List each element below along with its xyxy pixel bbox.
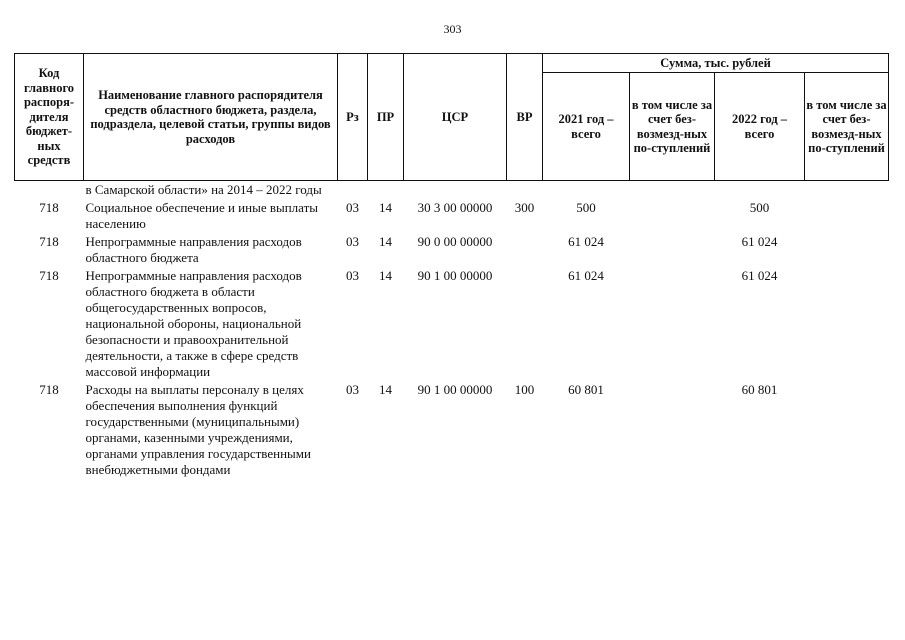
row-code: 718 [39,200,59,215]
header-2021-total: 2021 год – всего [543,73,630,181]
row-sum-2022: 500 [749,200,770,215]
row-pr: 14 [379,382,392,397]
header-2022-gratuitous: в том числе за счет без-возмезд-ных по-ступлений [805,73,889,181]
row-rz: 03 [346,268,359,283]
row-vr: 100 [514,382,535,397]
header-2021-gratuitous: в том числе за счет без-возмезд-ных по-ступлений [630,73,715,181]
row-sum-2021: 61 024 [568,234,604,249]
row-csr: 90 0 00 00000 [417,234,493,249]
page-number: 303 [443,22,462,36]
row-rz: 03 [346,382,359,397]
header-sum: Сумма, тыс. рублей [543,54,889,73]
row-pr: 14 [379,200,392,215]
header-pr: ПР [368,54,404,181]
row-name: Непрограммные направления расходов областного бюджета в области общегосударственных вопросов, национальной обороны, национальной безопасности и правоохранительной деятельности, а также в сфере средств массовой информации [85,268,302,379]
table-row [15,380,889,478]
continuation-row [15,181,889,199]
continuation-text: в Самарской области» на 2014 – 2022 годы [85,182,322,197]
row-pr: 14 [379,268,392,283]
row-code: 718 [39,234,59,249]
header-name: Наименование главного распорядителя средств областного бюджета, раздела, подраздела, целевой статьи, группы видов расходов [84,54,338,181]
row-name: Непрограммные направления расходов областного бюджета [85,234,302,265]
table-row [15,266,889,380]
row-sum-2021: 60 801 [568,382,604,397]
row-sum-2022: 61 024 [741,234,778,249]
header-row [15,54,889,73]
header-rz: Рз [338,54,368,181]
header-code: Код главного распоря-дителя бюджет-ных средств [15,54,84,181]
row-sum-2021: 500 [576,200,596,215]
row-rz: 03 [346,234,359,249]
header-2022-total: 2022 год – всего [715,73,805,181]
row-sum-2021: 61 024 [568,268,604,283]
row-sum-2022: 61 024 [741,268,778,283]
row-csr: 90 1 00 00000 [417,382,493,397]
row-name: Социальное обеспечение и иные выплаты населению [85,200,319,231]
row-csr: 30 3 00 00000 [417,200,493,215]
budget-table [14,53,889,478]
row-vr: 300 [514,200,535,215]
table-row [15,198,889,232]
table-row [15,232,889,266]
row-vr [507,232,543,266]
header-vr: ВР [507,54,543,181]
header-csr: ЦСР [404,54,507,181]
row-code: 718 [39,268,59,283]
row-sum-2022: 60 801 [741,382,778,397]
row-csr: 90 1 00 00000 [417,268,493,283]
row-pr: 14 [379,234,392,249]
row-rz: 03 [346,200,359,215]
row-vr [507,266,543,380]
row-name: Расходы на выплаты персоналу в целях обеспечения выполнения функций государственными (муниципальными) органами, казенными учреждениями, органами управления государственными внебюджетными фондами [85,382,311,477]
row-code: 718 [39,382,59,397]
